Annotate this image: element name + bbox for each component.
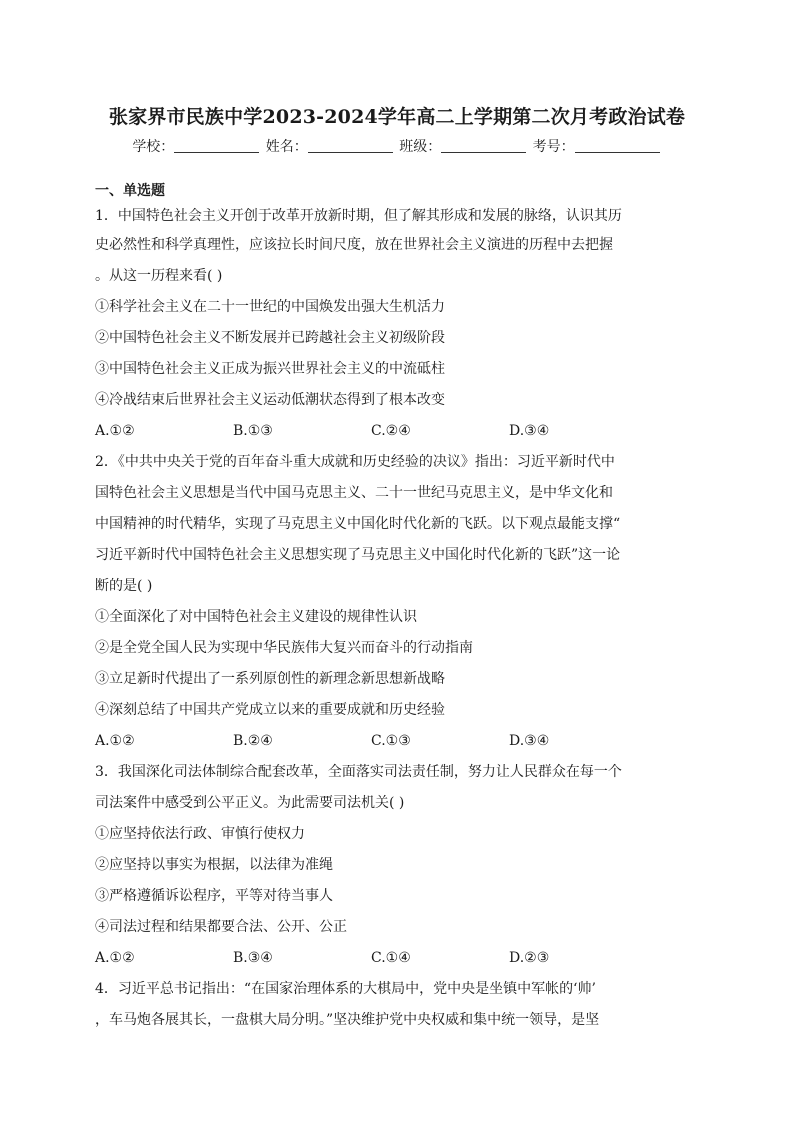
- question-2: [95, 447, 705, 757]
- statement-item: ②中国特色社会主义不断发展并已跨越社会主义初级阶段: [95, 330, 445, 346]
- question-text-line: 司法案件中感受到公平正义。为此需要司法机关( ): [95, 795, 405, 811]
- statement-item: ③立足新时代提出了一系列原创性的新理念新思想新战略: [95, 671, 445, 687]
- statement-item: ②是全党全国人民为实现中华民族伟大复兴而奋斗的行动指南: [95, 640, 473, 656]
- option-d[interactable]: D.②③: [509, 950, 550, 966]
- option-c[interactable]: C.①③: [371, 733, 411, 749]
- answer-options: [95, 726, 705, 757]
- statement-item: ④深刻总结了中国共产党成立以来的重要成就和历史经验: [95, 702, 445, 718]
- option-c[interactable]: C.①④: [371, 950, 411, 966]
- statement-item: ①科学社会主义在二十一世纪的中国焕发出强大生机活力: [95, 299, 445, 315]
- option-a[interactable]: A.①②: [95, 423, 135, 439]
- school-label: 学校：: [132, 139, 175, 155]
- answer-options: [95, 943, 705, 974]
- exam-content: [95, 180, 705, 1036]
- question-text-line: 。从这一历程来看( ): [95, 268, 223, 284]
- question-text-line: 2．《中共中央关于党的百年奋斗重大成就和历史经验的决议》指出：习近平新时代中: [95, 454, 615, 470]
- question-text-line: 4．习近平总书记指出：“在国家治理体系的大棋局中，党中央是坐镇中军帐的‘帅’: [95, 981, 596, 997]
- option-a[interactable]: A.①②: [95, 733, 135, 749]
- statement-item: ③严格遵循诉讼程序，平等对待当事人: [95, 888, 333, 904]
- question-3: [95, 757, 705, 974]
- student-info-row: [0, 136, 794, 156]
- exam-title: 张家界市民族中学2023-2024学年高二上学期第二次月考政治试卷: [108, 106, 686, 128]
- question-text-line: 3．我国深化司法体制综合配套改革，全面落实司法责任制，努力让人民群众在每一个: [95, 764, 622, 780]
- number-blank[interactable]: [575, 138, 660, 153]
- option-d[interactable]: D.③④: [509, 423, 550, 439]
- question-text-line: ，车马炮各展其长，一盘棋大局分明。”坚决维护党中央权威和集中统一领导，是坚: [95, 1012, 600, 1028]
- school-blank[interactable]: [174, 138, 259, 153]
- question-text-line: 断的是( ): [95, 578, 153, 594]
- statement-item: ①应坚持依法行政、审慎行使权力: [95, 826, 305, 842]
- statement-item: ④司法过程和结果都要合法、公开、公正: [95, 919, 347, 935]
- question-text-line: 史必然性和科学真理性，应该拉长时间尺度，放在世界社会主义演进的历程中去把握: [95, 237, 613, 253]
- option-b[interactable]: B.③④: [233, 950, 273, 966]
- question-text-line: 1．中国特色社会主义开创于改革开放新时期，但了解其形成和发展的脉络，认识其历: [95, 208, 622, 224]
- option-d[interactable]: D.③④: [509, 733, 550, 749]
- option-c[interactable]: C.②④: [371, 423, 411, 439]
- statement-item: ④冷战结束后世界社会主义运动低潮状态得到了根本改变: [95, 392, 445, 408]
- section-title: 一、单选题: [95, 183, 165, 199]
- statement-item: ②应坚持以事实为根据，以法律为准绳: [95, 857, 333, 873]
- question-text-line: 国特色社会主义思想是当代中国马克思主义、二十一世纪马克思主义，是中华文化和: [95, 485, 613, 501]
- question-text-line: 中国精神的时代精华，实现了马克思主义中国化时代化新的飞跃。以下观点最能支撑“: [95, 516, 621, 532]
- class-blank[interactable]: [441, 138, 526, 153]
- number-label: 考号：: [532, 139, 575, 155]
- class-label: 班级：: [399, 139, 442, 155]
- statement-item: ①全面深化了对中国特色社会主义建设的规律性认识: [95, 609, 417, 625]
- name-label: 姓名：: [265, 139, 308, 155]
- answer-options: [95, 416, 705, 447]
- question-text-line: 习近平新时代中国特色社会主义思想实现了马克思主义中国化时代化新的飞跃”这一论: [95, 547, 621, 563]
- option-b[interactable]: B.①③: [233, 423, 273, 439]
- question-4: [95, 974, 705, 1036]
- option-a[interactable]: A.①②: [95, 950, 135, 966]
- statement-item: ③中国特色社会主义正成为振兴世界社会主义的中流砥柱: [95, 361, 445, 377]
- option-b[interactable]: B.②④: [233, 733, 273, 749]
- name-blank[interactable]: [308, 138, 393, 153]
- question-1: [95, 202, 705, 447]
